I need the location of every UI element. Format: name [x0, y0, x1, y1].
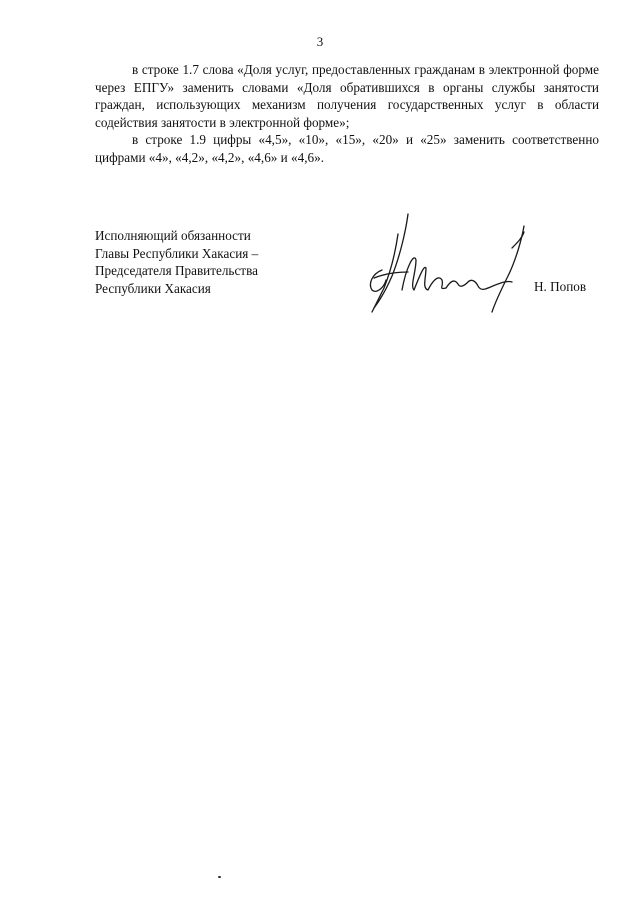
- paragraph-line-1-9: в строке 1.9 цифры «4,5», «10», «15», «20» и «25» заменить соответственно цифрами «4», «4,2», «4,2», «4,6» и «4,6».: [95, 132, 599, 165]
- position-line: Председателя Правительства: [95, 263, 258, 278]
- position-line: Исполняющий обязанности: [95, 228, 251, 243]
- scan-speck: [218, 876, 221, 878]
- position-line: Главы Республики Хакасия –: [95, 245, 259, 261]
- position-line: Республики Хакасия: [95, 280, 211, 296]
- signer-name: Н. Попов: [534, 279, 587, 294]
- page-number: 3: [316, 34, 324, 49]
- amendment-text: [95, 61, 599, 166]
- signatory-position: [95, 227, 258, 297]
- handwritten-signature: [362, 208, 532, 318]
- paragraph-line-1-7: в строке 1.7 слова «Доля услуг, предоставленных гражданам в электронной форме через ЕПГУ» заменить словами «Доля обратившихся в органы службы занятости граждан, использующих механизм получения государственных услуг в области содействия занятости в электронной форме»;: [95, 62, 599, 130]
